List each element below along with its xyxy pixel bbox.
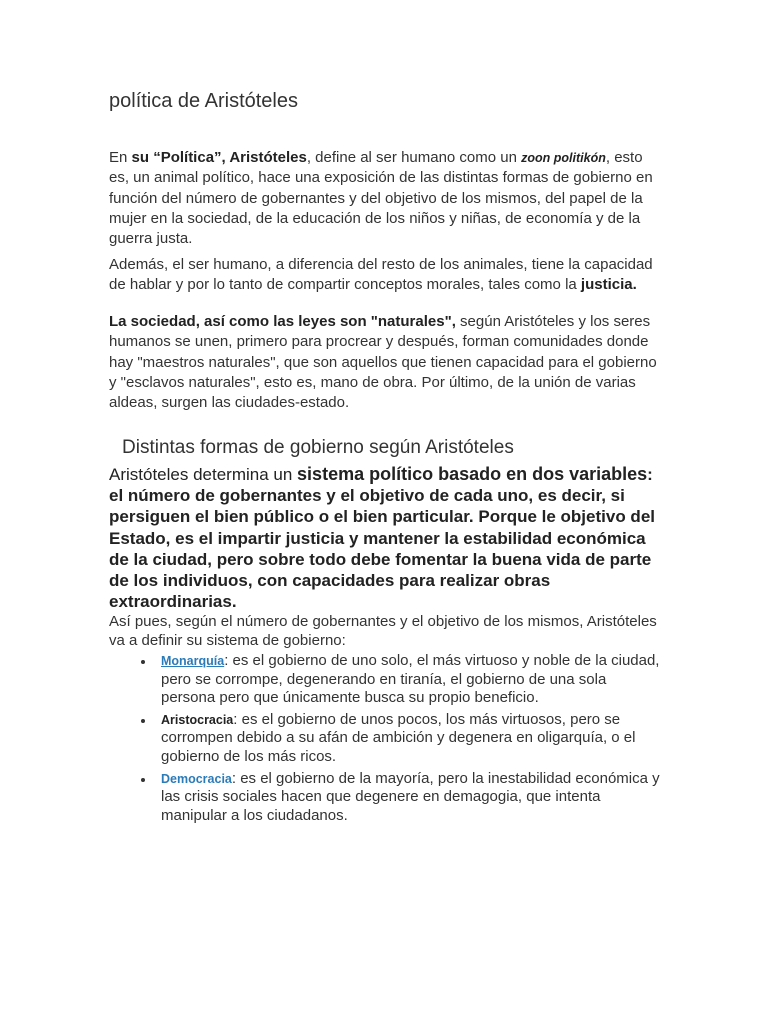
lead-paragraph (109, 464, 661, 612)
bullet-icon (141, 719, 145, 723)
bullet-icon (141, 778, 145, 782)
intro-text-mid: , define al ser humano como un (306, 149, 522, 166)
society-text: según Aristóteles y los seres humanos se unen, primero para procrear y después, forman comunidades donde hay "maestros naturales", que son aquellos que tienen capacidad para el gobierno y "esclavos naturales", esto es, mano de obra. Por último, de la unión de varias aldeas, surgen las ciudades-estado. (109, 313, 657, 412)
zoon-politikon-term: zoon politikón (521, 151, 606, 165)
society-paragraph (109, 312, 661, 413)
monarquia-description: : es el gobierno de uno solo, el más virtuoso y noble de la ciudad, pero se corrompe, degenerando en tiranía, el gobierno de una sola persona pero que únicamente busca su propio beneficio. (161, 652, 660, 707)
speech-paragraph (109, 255, 661, 296)
aristocracia-term: Aristocracia (161, 712, 234, 727)
monarquia-link[interactable]: Monarquía (161, 654, 225, 668)
lead-bold-text: : el número de gobernantes y el objetivo de cada uno, es decir, si persiguen el bien público o el bien particular. Porque le objetivo del Estado, es el impartir justicia y mantener la estabilidad económica de la ciudad, pero sobre todo debe fomentar la buena vida de parte de los individuos, con capacidades para realizar obras extraordinarias. (109, 465, 655, 612)
intro-bold-text: su “Política”, Aristóteles (131, 149, 307, 166)
intro-text-pre: En (109, 149, 132, 166)
page-title: política de Aristóteles (109, 90, 298, 112)
list-item-aristocracia (109, 711, 661, 767)
list-item-monarquia (109, 652, 661, 708)
justice-bold-text: justicia. (580, 276, 637, 294)
intro-to-forms-paragraph: Así pues, según el número de gobernantes y el objetivo de los mismos, Aristóteles va a definir su sistema de gobierno: (109, 613, 657, 649)
intro-text-post: , esto es, un animal político, hace una exposición de las distintas formas de gobierno en función del número de gobernantes y del objetivo de los mismos, del papel de la mujer en la sociedad, de la educación de los niños y niñas, de economía y de la guerra justa. (109, 149, 653, 248)
forms-of-government-list (109, 652, 661, 825)
section-heading: Distintas formas de gobierno según Aristóteles (122, 437, 514, 458)
list-item-democracia (109, 770, 661, 826)
bullet-icon (141, 660, 145, 664)
society-bold-text: La sociedad, así como las leyes son "naturales", (109, 313, 456, 330)
democracia-link[interactable]: Democracia (161, 771, 232, 786)
speech-text: Además, el ser humano, a diferencia del resto de los animales, tiene la capacidad de hablar y por lo tanto de compartir conceptos morales, tales como la (109, 256, 653, 294)
democracia-description: : es el gobierno de la mayoría, pero la inestabilidad económica y las crisis sociales hacen que degenere en demagogia, que intenta manipular a los ciudadanos. (161, 769, 660, 824)
lead-bold-large-text: sistema político basado en dos variables (297, 464, 648, 484)
intro-paragraph (109, 148, 661, 249)
aristocracia-description: : es el gobierno de unos pocos, los más virtuosos, pero se corrompen debido a su afán de ambición y degenera en oligarquía, o el gobierno de los más ricos. (161, 710, 636, 765)
lead-text-pre: Aristóteles determina un (109, 465, 298, 484)
